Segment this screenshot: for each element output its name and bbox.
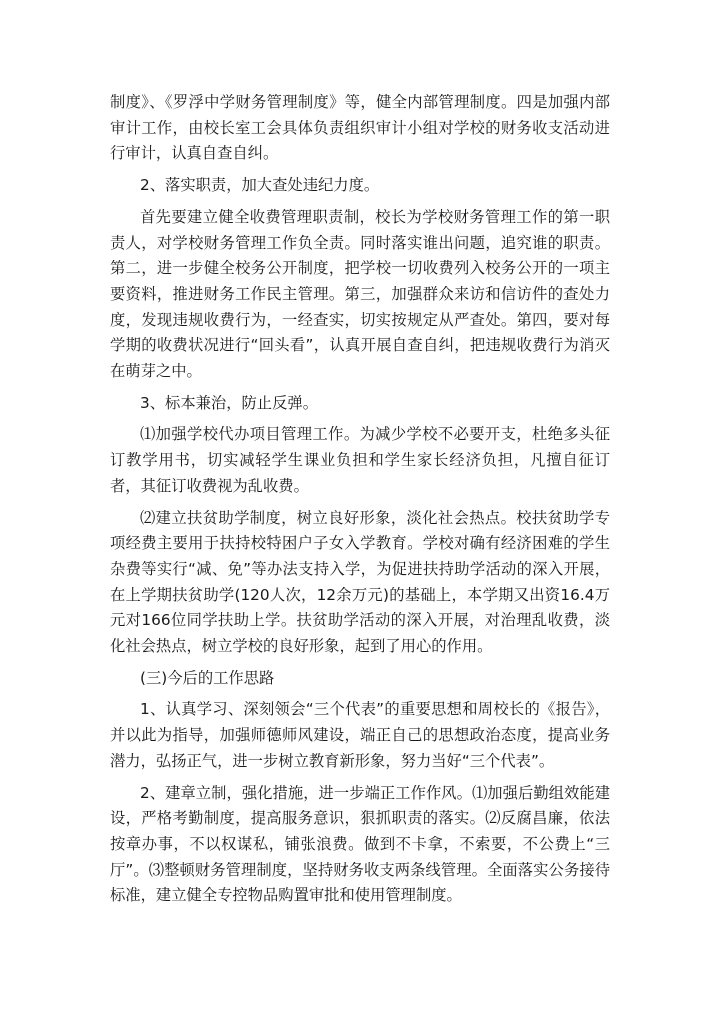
heading-prevent-rebound: 3、标本兼治，防止反弹。 — [140, 393, 318, 412]
paragraph-responsibility: 首先要建立健全收费管理职责制，校长为学校财务管理工作的第一职责人，对学校财务管理工作负全责。同时落实谁出问题，追究谁的职责。第二，进一步健全校务公开制度，把学校一切收费列入校务公开的一项主要资料，推进财务工作民主管理。第三，加强群众来访和信访件的查处力度，发现违规收费行为，一经查实，切实按规定从严查处。第四，要对每学期的收费状况进行“回头看”，认真开展自查自纠，把违规收费行为消灭在萌芽之中。 — [110, 207, 610, 381]
heading-responsibility: 2、落实职责，加大查处违纪力度。 — [140, 176, 380, 195]
heading-future-plans: (三)今后的工作思路 — [140, 668, 275, 687]
paragraph-internal-audit: 制度》、《罗浮中学财务管理制度》等，健全内部管理制度。四是加强内部审计工作，由校长室工会具体负责组织审计小组对学校的财务收支活动进行审计，认真自查自纠。 — [110, 93, 610, 163]
paragraph-agency-management: ⑴加强学校代办项目管理工作。为减少学校不必要开支，杜绝多头征订教学用书，切实减轻学生课业负担和学生家长经济负担，凡擅自征订者，其征订收费视为乱收费。 — [110, 425, 610, 495]
paragraph-regulations: 2、建章立制，强化措施，进一步端正工作作风。⑴加强后勤组效能建设，严格考勤制度，提高服务意识，狠抓职责的落实。⑵反腐昌廉，依法按章办事，不以权谋私，铺张浪费。做到不卡拿，不索要，不公费上“三厅”。⑶整顿财务管理制度，坚持财务收支两条线管理。全面落实公务接待标准，建立健全专控物品购置审批和使用管理制度。 — [110, 783, 610, 905]
paragraph-poverty-aid: ⑵建立扶贫助学制度，树立良好形象，淡化社会热点。校扶贫助学专项经费主要用于扶持校特困户子女入学教育。学校对确有经济困难的学生杂费等实行“减、免”等办法支持入学，为促进扶持助学活动的深入开展，在上学期扶贫助学(120人次，12余万元)的基础上，本学期又出资16.4万元对166位同学扶助上学。扶贫助学活动的深入开展，对治理乱收费，淡化社会热点，树立学校的良好形象，起到了用心的作用。 — [110, 508, 610, 656]
document-body — [110, 90, 610, 909]
paragraph-study: 1、认真学习、深刻领会“三个代表”的重要思想和周校长的《报告》，并以此为指导，加强师德师风建设，端正自己的思想政治态度，提高业务潜力，弘扬正气，进一步树立教育新形象，努力当好“三个代表”。 — [110, 700, 610, 770]
